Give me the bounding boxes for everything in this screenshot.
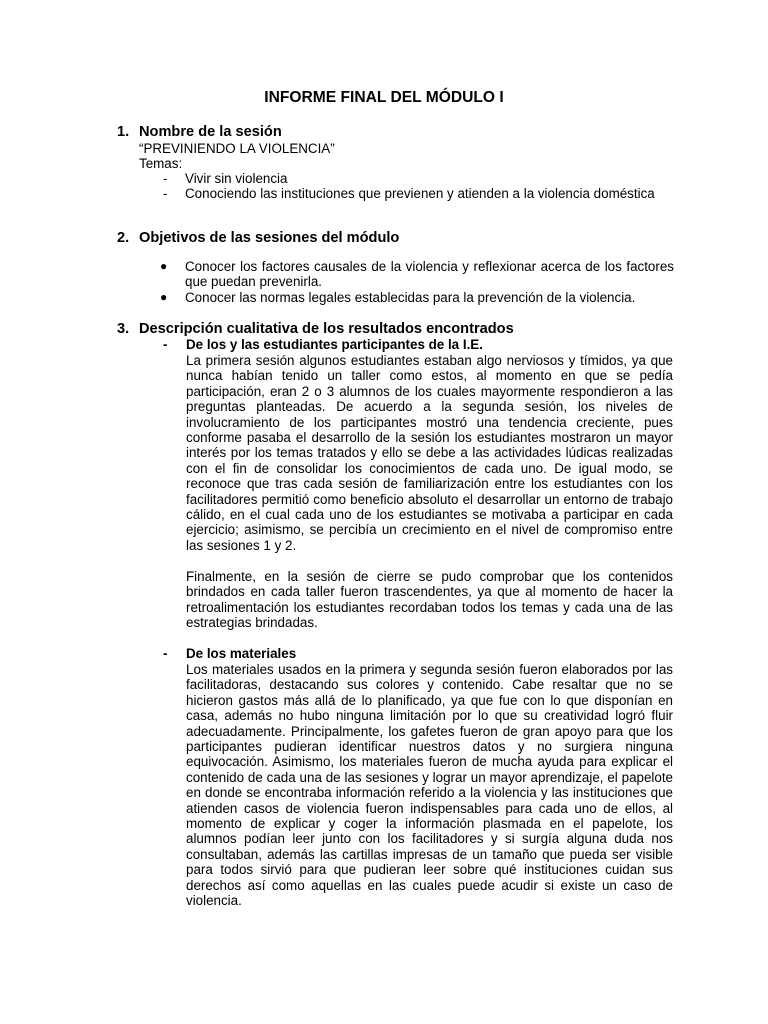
section-3-heading (117, 321, 514, 338)
section-3-number: 3. (117, 321, 130, 337)
topic-item (163, 171, 683, 186)
document-title: INFORME FINAL DEL MÓDULO I (264, 89, 504, 106)
bullet-marker: ● (160, 290, 168, 304)
materials-subheading (163, 646, 683, 661)
participants-paragraph-2: Finalmente, en la sesión de cierre se pudo comprobar que los contenidos brindados en cada taller fueron trascendentes, ya que al momento de hacer la retroalimentación los estudiantes recordaban todos los temas y cada una de las estrategias brindadas. (186, 569, 673, 631)
bullet-marker: ● (160, 259, 168, 273)
section-2-title: Objetivos de las sesiones del módulo (139, 230, 400, 246)
topic-item (163, 186, 683, 201)
dash-marker: - (163, 171, 168, 186)
section-1-heading (117, 124, 282, 141)
materials-subheading-text: De los materiales (186, 646, 297, 661)
participants-paragraph-1: La primera sesión algunos estudiantes estaban algo nerviosos y tímidos, ya que nunca habían tenido un taller como estos, al momento en que se pedía participación, eran 2 o 3 alumnos de los cuales mayormente respondieron a las preguntas planteadas. De acuerdo a la segunda sesión, los niveles de involucramiento de los participantes mostró una tendencia creciente, pues conforme pasaba el desarrollo de la sesión los estudiantes mostraron un mayor interés por los temas tratados y ello se debe a las actividades lúdicas realizadas con el fin de consolidar los conocimientos de cada uno. De igual modo, se reconoce que tras cada sesión de familiarización entre los estudiantes con los facilitadores permitió como beneficio absoluto el desarrollar un entorno de trabajo cálido, en el cual cada uno de los estudiantes se motivaba a participar en cada ejercicio; asimismo, se percibía un crecimiento en el nivel de compromiso entre las sesiones 1 y 2. (186, 353, 673, 553)
materials-paragraph: Los materiales usados en la primera y segunda sesión fueron elaborados por las facilitadoras, destacando sus colores y contenido. Cabe resaltar que no se hicieron gastos más allá de lo planificado, ya que fue con lo que disponían en casa, además no hubo ninguna limitación por lo que su creatividad logró fluir adecuadamente. Principalmente, los gafetes fueron de gran apoyo para que los participantes pudieran identificar nuestros datos y no surgiera ninguna equivocación. Asimismo, los materiales fueron de mucha ayuda para explicar el contenido de cada una de las sesiones y lograr un mayor aprendizaje, el papelote en donde se encontraba información referido a la violencia y las instituciones que atienden casos de violencia fueron indispensables para cada uno de ellos, al momento de explicar y coger la información plasmada en el papelote, los alumnos podían leer junto con los facilitadores y si surgía alguna duda nos consultaban, además las cartillas impresas de un tamaño que pueda ser visible para todos sirvió para que pudieran leer sobre qué instituciones cuidan sus derechos así como aquellas en las cuales puede acudir si existe un caso de violencia. (186, 662, 673, 909)
section-2-number: 2. (117, 230, 130, 246)
section-2-heading (117, 230, 399, 247)
section-1-number: 1. (117, 124, 130, 140)
objective-item (160, 290, 680, 305)
participants-subheading-text: De los y las estudiantes participantes de la I.E. (186, 337, 483, 352)
section-3-title: Descripción cualitativa de los resultados encontrados (139, 321, 514, 337)
objective-text: Conocer las normas legales establecidas para la prevención de la violencia. (185, 290, 636, 305)
dash-marker: - (163, 337, 168, 352)
objective-item (160, 259, 680, 290)
topic-text: Conociendo las instituciones que previenen y atienden a la violencia doméstica (185, 186, 655, 201)
topics-label: Temas: (139, 156, 183, 171)
participants-subheading (163, 337, 683, 352)
session-name: “PREVINIENDO LA VIOLENCIA” (139, 141, 335, 156)
dash-marker: - (163, 186, 168, 201)
dash-marker: - (163, 646, 168, 661)
objective-text: Conocer los factores causales de la violencia y reflexionar acerca de los factores que puedan prevenirla. (185, 259, 674, 290)
section-1-title: Nombre de la sesión (139, 124, 282, 140)
topic-text: Vivir sin violencia (185, 171, 288, 186)
